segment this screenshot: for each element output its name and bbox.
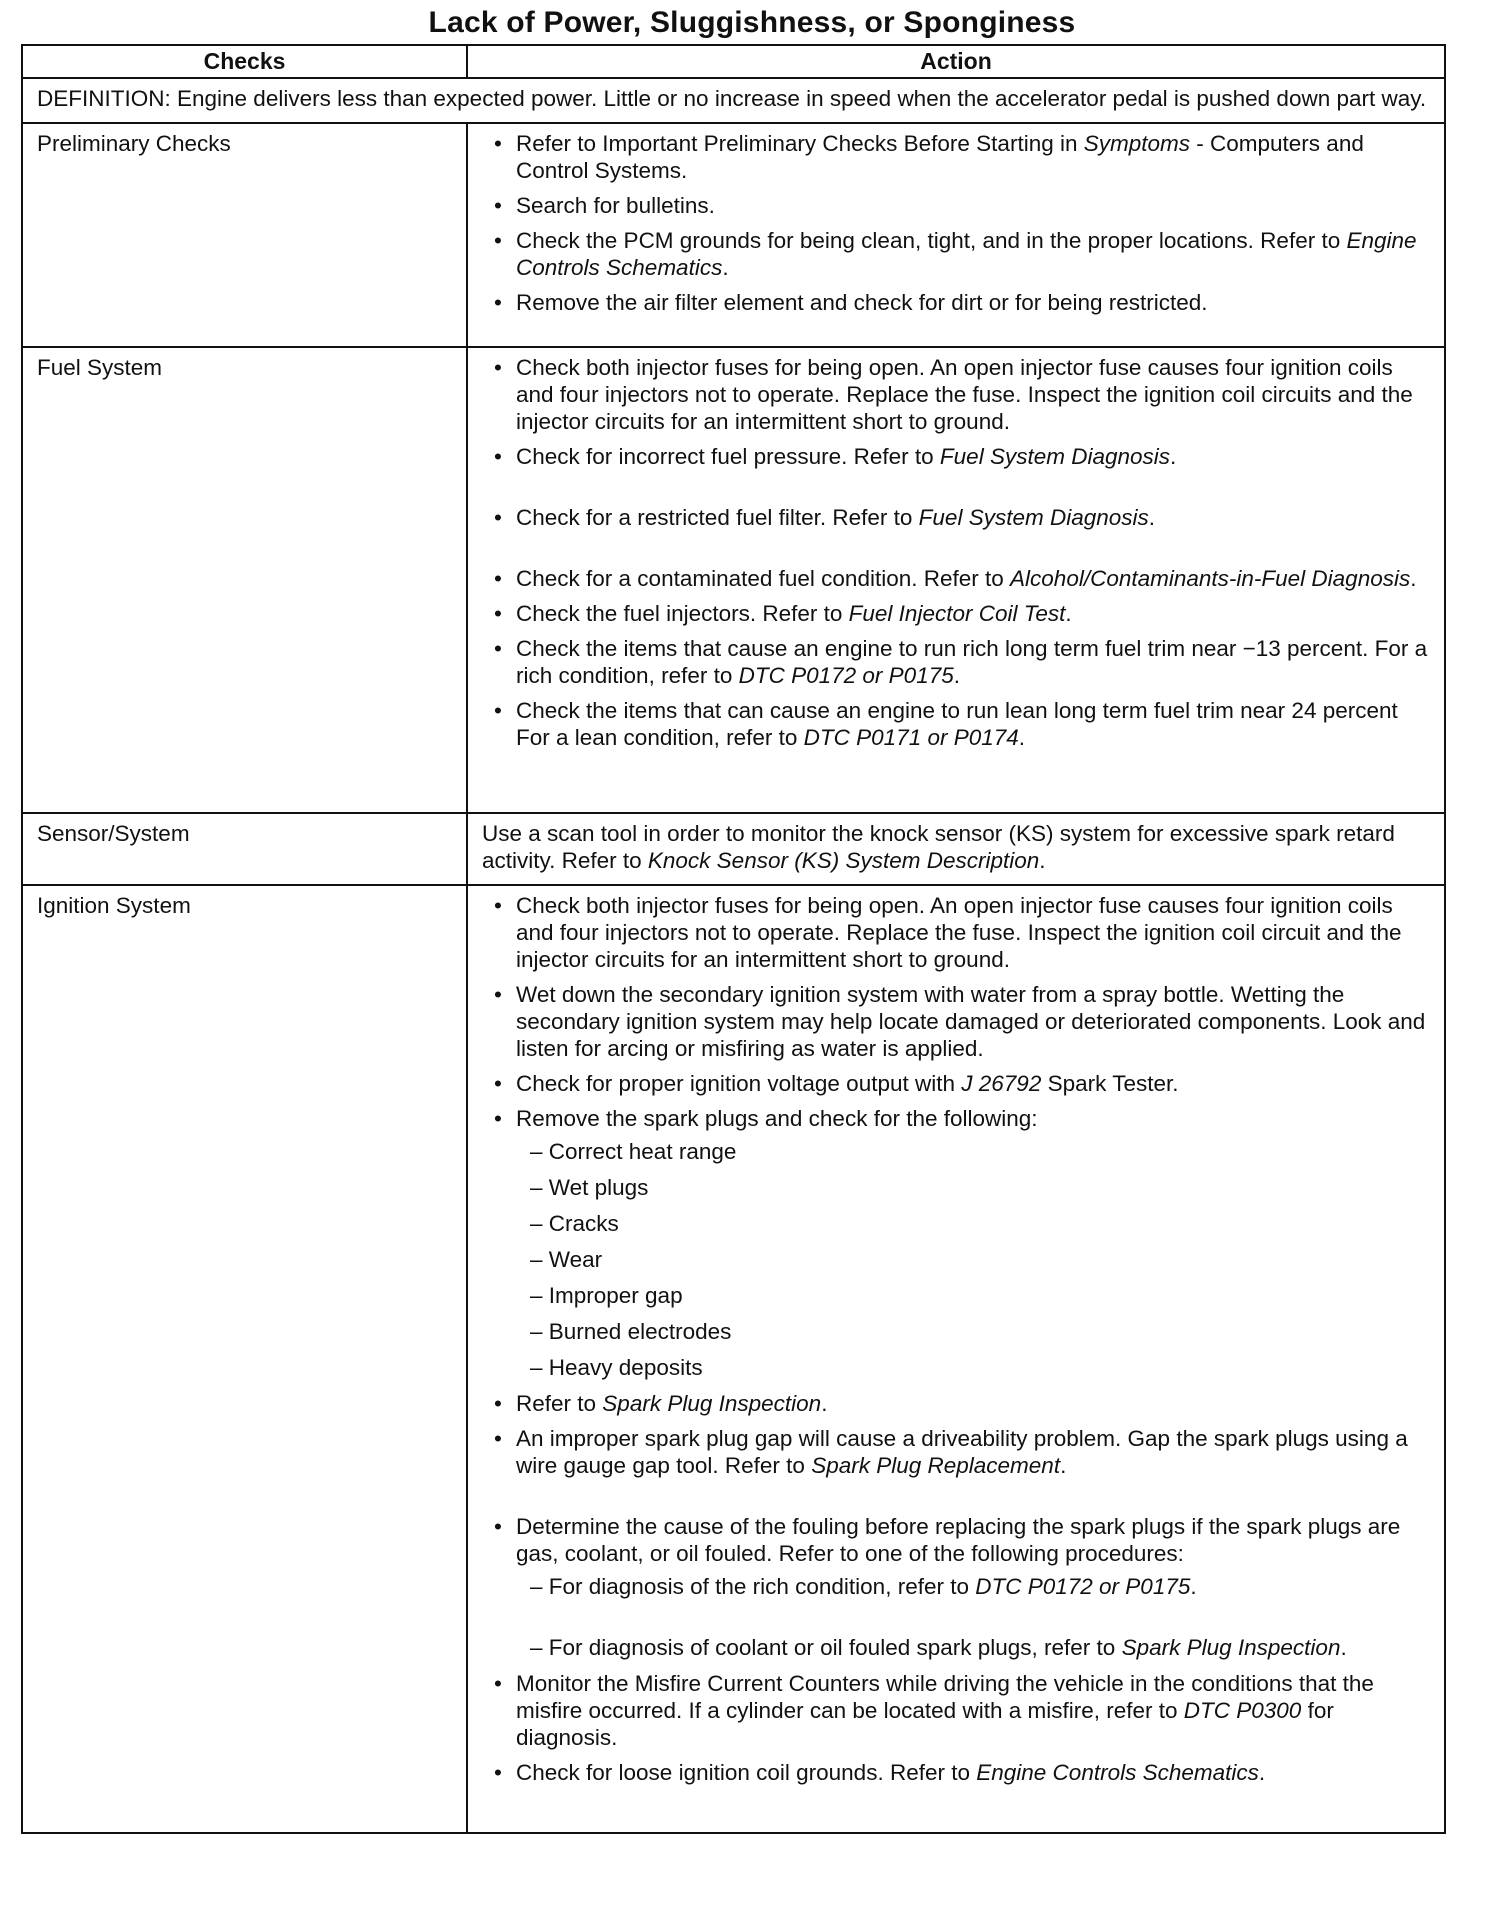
list-item: • Refer to Important Preliminary Checks Before Starting in Symptoms - Computers and Control Systems.	[516, 130, 1434, 184]
reference: Spark Plug Inspection	[1121, 1635, 1341, 1660]
list-item: • Check for a contaminated fuel condition. Refer to Alcohol/Contaminants-in-Fuel Diagnosis.	[516, 565, 1434, 592]
spark-plug-check-list	[516, 1138, 1434, 1381]
list-item: – Correct heat range	[530, 1139, 737, 1164]
check-label-fuel-system: Fuel System	[22, 347, 467, 813]
list-item: • Check both injector fuses for being open. An open injector fuse causes four ignition coils and four injectors not to operate. Replace the fuse. Inspect the ignition coil circuits and the injector circuits for an intermittent short to ground.	[516, 354, 1434, 435]
reference: Engine Controls Schematics	[516, 228, 1417, 280]
list-item: – Wear	[530, 1247, 603, 1272]
reference: Engine Controls Schematics	[976, 1760, 1259, 1785]
list-item: • Check both injector fuses for being open. An open injector fuse causes four ignition coils and four injectors not to operate. Replace the fuse. Inspect the ignition coil circuit and the injector circuits for an intermittent short to ground.	[516, 892, 1434, 973]
list-item: – Cracks	[530, 1211, 619, 1236]
reference: Fuel System Diagnosis	[939, 444, 1171, 469]
list-item: • Check the items that cause an engine to run rich long term fuel trim near −13 percent. For a rich condition, refer to DTC P0172 or P0175.	[516, 635, 1434, 689]
reference: DTC P0172 or P0175	[975, 1574, 1191, 1599]
symptom-table	[21, 44, 1446, 1834]
list-item: • Check for a restricted fuel filter. Refer to Fuel System Diagnosis.	[516, 504, 1434, 531]
page-title: Lack of Power, Sluggishness, or Sponginess	[428, 6, 1076, 39]
reference: Spark Plug Replacement	[811, 1453, 1061, 1478]
reference: DTC P0171 or P0174	[803, 725, 1019, 750]
definition-text: DEFINITION: Engine delivers less than expected power. Little or no increase in speed when the accelerator pedal is pushed down part way.	[22, 78, 1445, 123]
table-row	[22, 123, 1445, 347]
list-item: – Burned electrodes	[530, 1319, 732, 1344]
table-row	[22, 813, 1445, 885]
list-item: • Remove the spark plugs and check for the following: – Correct heat range – Wet plugs – Cracks – Wear – Improper gap – Burned electrodes – Heavy deposits	[516, 1105, 1434, 1381]
list-item: • Monitor the Misfire Current Counters while driving the vehicle in the conditions that the misfire occurred. If a cylinder can be located with a misfire, refer to DTC P0300 for diagnosis.	[516, 1670, 1434, 1751]
list-item: • Search for bulletins.	[516, 192, 1434, 219]
reference: Fuel Injector Coil Test	[848, 601, 1066, 626]
list-item: • Check for proper ignition voltage output with J 26792 Spark Tester.	[516, 1070, 1434, 1097]
list-item: – For diagnosis of coolant or oil fouled spark plugs, refer to Spark Plug Inspection.	[530, 1635, 1347, 1660]
checks-column-header: Checks	[22, 45, 467, 78]
list-item: • Check for loose ignition coil grounds. Refer to Engine Controls Schematics.	[516, 1759, 1434, 1786]
list-item: • Check the fuel injectors. Refer to Fuel Injector Coil Test.	[516, 600, 1434, 627]
reference: J 26792	[961, 1071, 1042, 1096]
reference: Symptoms	[1083, 131, 1191, 156]
action-cell-preliminary	[467, 123, 1445, 347]
action-column-header: Action	[467, 45, 1445, 78]
table-row	[22, 347, 1445, 813]
list-item: • Check for incorrect fuel pressure. Refer to Fuel System Diagnosis.	[516, 443, 1434, 470]
reference: DTC P0300	[1183, 1698, 1302, 1723]
action-cell-fuel-system	[467, 347, 1445, 813]
list-item: – Improper gap	[530, 1283, 683, 1308]
reference: Spark Plug Inspection	[602, 1391, 822, 1416]
list-item: • Wet down the secondary ignition system with water from a spray bottle. Wetting the secondary ignition system may help locate damaged or deteriorated components. Look and listen for arcing or misfiring as water is applied.	[516, 981, 1434, 1062]
fouling-procedure-list	[516, 1573, 1434, 1661]
list-item: • An improper spark plug gap will cause a driveability problem. Gap the spark plugs using a wire gauge gap tool. Refer to Spark Plug Replacement.	[516, 1425, 1434, 1479]
check-label-sensor-system: Sensor/System	[22, 813, 467, 885]
check-label-ignition-system: Ignition System	[22, 885, 467, 1833]
list-item: – For diagnosis of the rich condition, refer to DTC P0172 or P0175.	[530, 1574, 1197, 1599]
list-item: • Determine the cause of the fouling before replacing the spark plugs if the spark plugs are gas, coolant, or oil fouled. Refer to one of the following procedures: – For diagnosis of the rich condition, refer to DTC P0172 or P0175. – For diagnosis of coolant or oil fouled spark plugs, refer to Spark Plug Inspection.	[516, 1513, 1434, 1661]
list-item: – Heavy deposits	[530, 1355, 703, 1380]
check-label-preliminary: Preliminary Checks	[22, 123, 467, 347]
reference: DTC P0172 or P0175	[738, 663, 954, 688]
list-item: • Check the items that can cause an engine to run lean long term fuel trim near 24 percent For a lean condition, refer to DTC P0171 or P0174.	[516, 697, 1434, 751]
reference: Alcohol/Contaminants-in-Fuel Diagnosis	[1010, 566, 1411, 591]
list-item: • Remove the air filter element and check for dirt or for being restricted.	[516, 289, 1434, 316]
table-row	[22, 885, 1445, 1833]
action-cell-sensor-system: Use a scan tool in order to monitor the knock sensor (KS) system for excessive spark retard activity. Refer to Knock Sensor (KS) System Description.	[467, 813, 1445, 885]
table-header-row	[22, 45, 1445, 78]
definition-row	[22, 78, 1445, 123]
list-item: • Check the PCM grounds for being clean, tight, and in the proper locations. Refer to Engine Controls Schematics.	[516, 227, 1434, 281]
reference: Fuel System Diagnosis	[918, 505, 1149, 530]
reference: Knock Sensor (KS) System Description	[647, 848, 1040, 873]
action-cell-ignition-system	[467, 885, 1445, 1833]
list-item: • Refer to Spark Plug Inspection.	[516, 1390, 1434, 1417]
list-item: – Wet plugs	[530, 1175, 649, 1200]
